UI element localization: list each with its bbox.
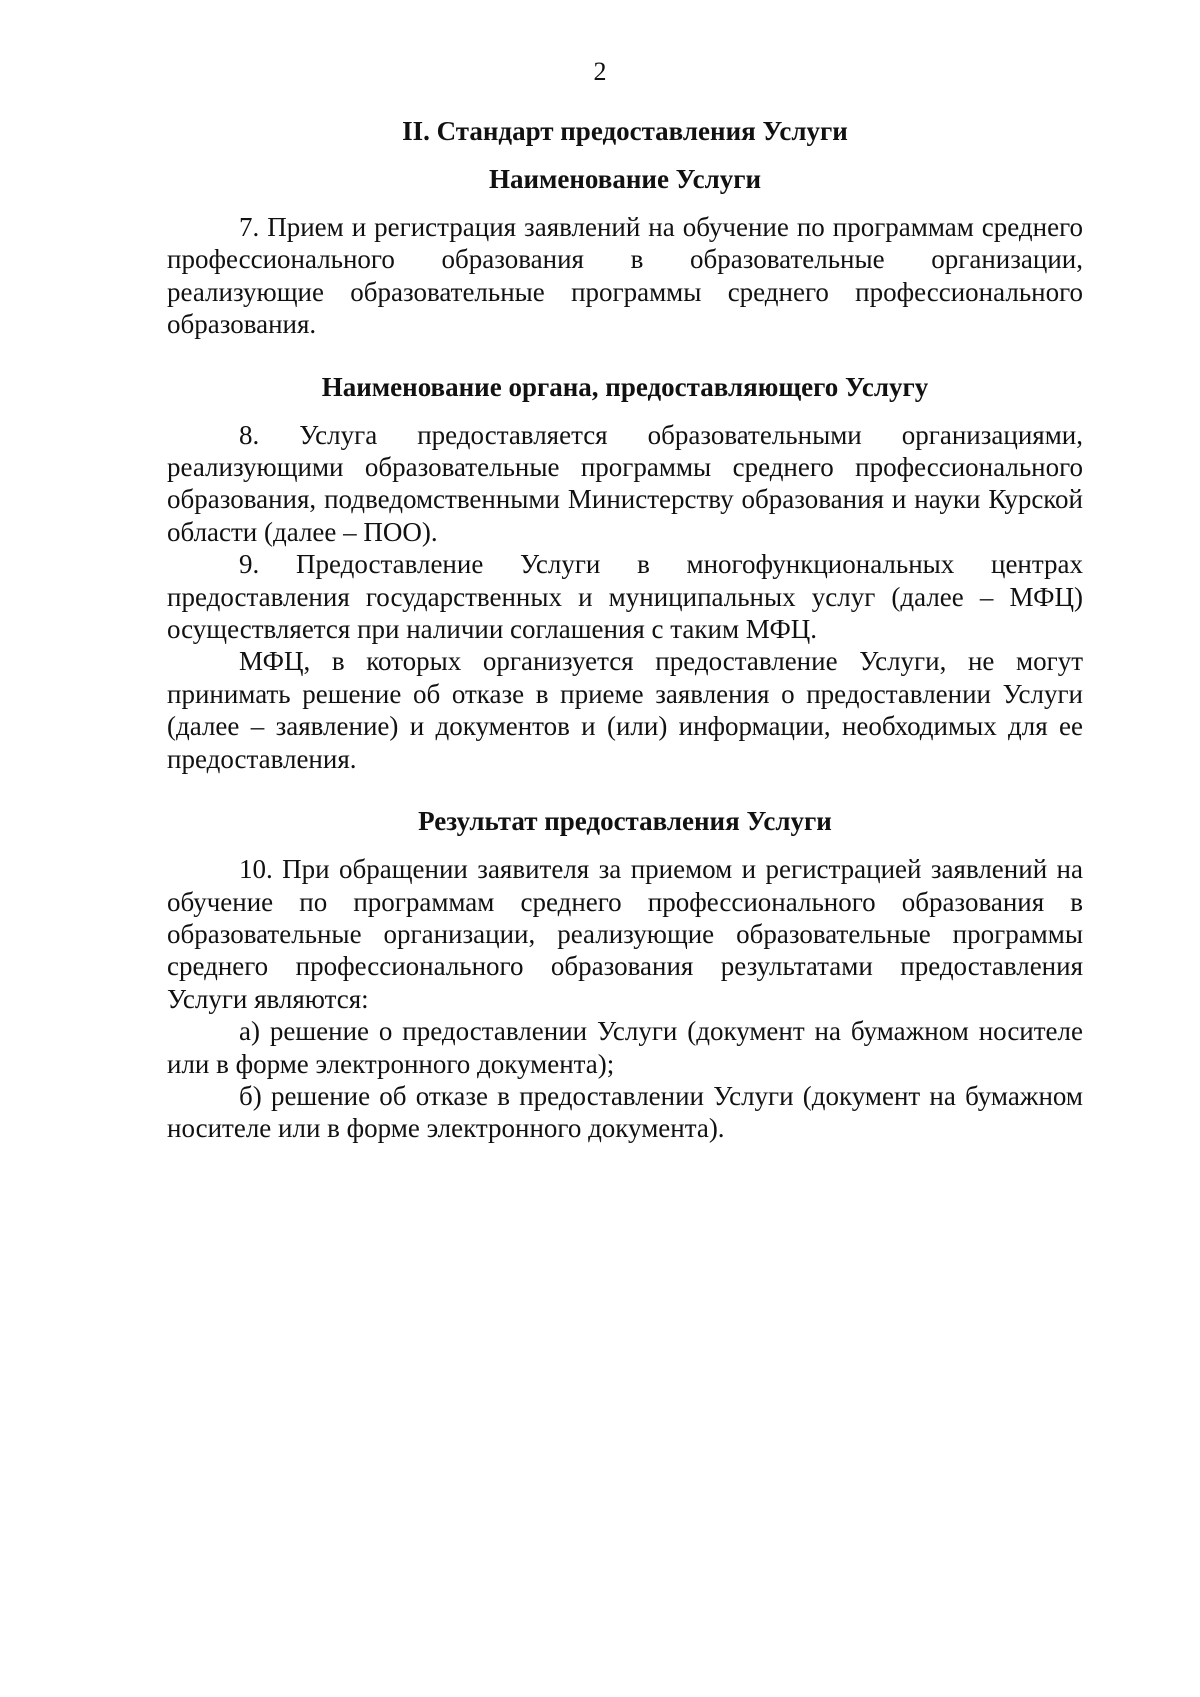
paragraph-7: 7. Прием и регистрация заявлений на обучение по программам среднего профессионального образования в образовательные организации, реализующие образовательные программы среднего профессионального образования. <box>167 212 1083 340</box>
subsection-title-provider: Наименование органа, предоставляющего Услугу <box>321 371 929 402</box>
page-number: 2 <box>593 57 607 86</box>
paragraph-10-a: а) решение о предоставлении Услуги (документ на бумажном носителе или в форме электронного документа); <box>167 1016 1083 1079</box>
paragraph-8: 8. Услуга предоставляется образовательными организациями, реализующими образовательные программы среднего профессионального образования, подведомственными Министерству образования и науки Курской области (далее – ПОО). <box>167 419 1083 547</box>
subsection-title-service-name: Наименование Услуги <box>488 164 762 194</box>
section-title: II. Стандарт предоставления Услуги <box>402 116 848 146</box>
subsection-title-result: Результат предоставления Услуги <box>418 806 832 837</box>
paragraph-9-mfc: МФЦ, в которых организуется предоставление Услуги, не могут принимать решение об отказе в приеме заявления о предоставлении Услуги (далее – заявление) и документов и (или) информации, необходимых для ее предоставления. <box>167 646 1083 774</box>
paragraph-9: 9. Предоставление Услуги в многофункциональных центрах предоставления государственных и муниципальных услуг (далее – МФЦ) осуществляется при наличии соглашения с таким МФЦ. <box>167 549 1083 645</box>
document-body <box>167 115 1083 1145</box>
paragraph-10: 10. При обращении заявителя за приемом и регистрацией заявлений на обучение по программам среднего профессионального образования в образовательные организации, реализующие образовательные программы среднего профессионального образования результатами предоставления Услуги являются: <box>167 854 1083 1014</box>
paragraph-10-b: б) решение об отказе в предоставлении Услуги (документ на бумажном носителе или в форме электронного документа). <box>167 1080 1083 1144</box>
